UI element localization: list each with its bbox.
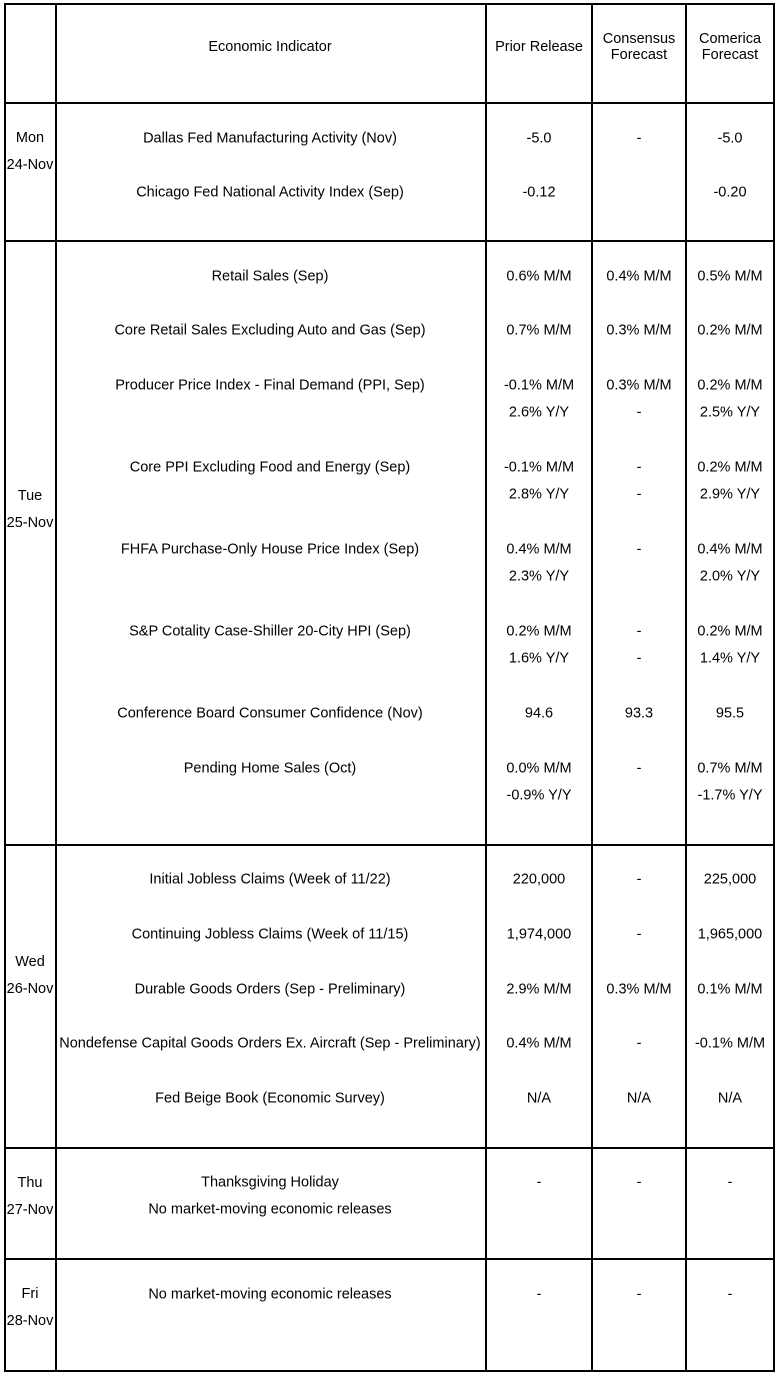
comerica-value: -0.20: [713, 184, 747, 201]
consensus-value: -: [636, 760, 642, 777]
consensus-value: -: [636, 623, 642, 640]
row-divider: [4, 844, 775, 846]
comerica-value: 0.4% M/M: [697, 541, 763, 558]
prior-value: 2.6% Y/Y: [508, 404, 570, 421]
consensus-value: -: [636, 1174, 642, 1191]
date-label: 26-Nov: [6, 981, 54, 997]
row-divider: [4, 1258, 775, 1260]
prior-value: 0.2% M/M: [506, 623, 572, 640]
prior-value: -: [536, 1174, 542, 1191]
date-label: 28-Nov: [6, 1313, 54, 1329]
consensus-value: -: [636, 541, 642, 558]
comerica-value: 0.2% M/M: [697, 377, 763, 394]
comerica-value: 2.0% Y/Y: [699, 568, 761, 585]
comerica-value: 0.5% M/M: [697, 268, 763, 285]
prior-value: -0.12: [522, 184, 556, 201]
comerica-value: 2.9% Y/Y: [699, 486, 761, 503]
comerica-value: 0.2% M/M: [697, 623, 763, 640]
indicator-name: Chicago Fed National Activity Index (Sep): [136, 184, 404, 201]
comerica-value: 0.2% M/M: [697, 459, 763, 476]
comerica-value: 1,965,000: [697, 926, 763, 943]
header-consensus-forecast: Consensus Forecast: [602, 31, 676, 63]
consensus-value: 0.3% M/M: [606, 322, 672, 339]
comerica-value: -: [727, 1286, 733, 1303]
consensus-value: -: [636, 1286, 642, 1303]
comerica-value: 1.4% Y/Y: [699, 650, 761, 667]
row-divider: [4, 240, 775, 242]
consensus-value: -: [636, 650, 642, 667]
economic-calendar-table: [4, 3, 775, 1372]
prior-value: 94.6: [524, 705, 554, 722]
header-prior-release: Prior Release: [495, 39, 583, 55]
prior-value: 0.4% M/M: [506, 541, 572, 558]
column-divider: [591, 3, 593, 1372]
day-label: Wed: [15, 954, 45, 970]
prior-value: -0.9% Y/Y: [506, 787, 572, 804]
consensus-value: -: [636, 871, 642, 888]
prior-value: 0.6% M/M: [506, 268, 572, 285]
day-cell: [7, 1281, 54, 1335]
row-divider: [4, 102, 775, 104]
comerica-value: -5.0: [717, 130, 743, 147]
day-cell: [7, 125, 54, 179]
comerica-value: 225,000: [703, 871, 757, 888]
consensus-value: 93.3: [624, 705, 654, 722]
indicator-name: Producer Price Index - Final Demand (PPI, Sep): [115, 377, 425, 394]
indicator-name: Dallas Fed Manufacturing Activity (Nov): [143, 130, 397, 147]
comerica-value: -: [727, 1174, 733, 1191]
indicator-name: FHFA Purchase-Only House Price Index (Sep): [120, 541, 420, 558]
date-label: 25-Nov: [6, 515, 54, 531]
consensus-value: 0.3% M/M: [606, 377, 672, 394]
prior-value: 220,000: [512, 871, 566, 888]
prior-value: 2.3% Y/Y: [508, 568, 570, 585]
date-label: 24-Nov: [6, 157, 54, 173]
table-border-top: [4, 3, 775, 5]
consensus-value: -: [636, 459, 642, 476]
prior-value: 1,974,000: [506, 926, 572, 943]
day-label: Mon: [15, 130, 45, 146]
prior-value: -: [536, 1286, 542, 1303]
day-label: Fri: [21, 1286, 39, 1302]
day-cell: [7, 483, 54, 537]
consensus-value: -: [636, 404, 642, 421]
header-comerica-forecast: Comerica Forecast: [698, 31, 762, 63]
prior-value: -0.1% M/M: [503, 377, 575, 394]
comerica-value: N/A: [717, 1090, 743, 1107]
day-cell: [7, 949, 54, 1003]
indicator-name: Conference Board Consumer Confidence (Nov): [117, 705, 423, 722]
indicator-name: Durable Goods Orders (Sep - Preliminary): [134, 981, 406, 998]
indicator-name: Nondefense Capital Goods Orders Ex. Aircraft (Sep - Preliminary): [59, 1035, 481, 1052]
indicator-name: Core Retail Sales Excluding Auto and Gas (Sep): [114, 322, 426, 339]
consensus-value: -: [636, 130, 642, 147]
prior-value: -0.1% M/M: [503, 459, 575, 476]
column-divider: [485, 3, 487, 1372]
prior-value: 2.8% Y/Y: [508, 486, 570, 503]
date-label: 27-Nov: [6, 1202, 54, 1218]
day-label: Thu: [17, 1175, 43, 1191]
table-border-left: [4, 3, 6, 1372]
consensus-value: -: [636, 1035, 642, 1052]
indicator-name: No market-moving economic releases: [148, 1286, 392, 1303]
indicator-name: Continuing Jobless Claims (Week of 11/15): [131, 926, 409, 943]
indicator-name: Fed Beige Book (Economic Survey): [155, 1090, 385, 1107]
consensus-value: -: [636, 926, 642, 943]
table-border-bottom: [4, 1370, 775, 1372]
day-cell: [7, 1170, 54, 1224]
consensus-value: N/A: [626, 1090, 652, 1107]
comerica-value: 0.7% M/M: [697, 760, 763, 777]
comerica-value: 0.1% M/M: [697, 981, 763, 998]
day-label: Tue: [17, 488, 43, 504]
indicator-name: Pending Home Sales (Oct): [183, 760, 357, 777]
indicator-name: Thanksgiving Holiday: [201, 1174, 339, 1191]
consensus-value: 0.3% M/M: [606, 981, 672, 998]
prior-value: 1.6% Y/Y: [508, 650, 570, 667]
indicator-name: No market-moving economic releases: [148, 1201, 392, 1218]
prior-value: -5.0: [526, 130, 552, 147]
comerica-value: -0.1% M/M: [694, 1035, 766, 1052]
comerica-value: -1.7% Y/Y: [697, 787, 763, 804]
prior-value: 0.4% M/M: [506, 1035, 572, 1052]
comerica-value: 2.5% Y/Y: [699, 404, 761, 421]
indicator-name: Retail Sales (Sep): [211, 268, 329, 285]
header-economic-indicator: Economic Indicator: [208, 39, 332, 55]
table-border-right: [773, 3, 775, 1372]
column-divider: [685, 3, 687, 1372]
prior-value: 0.7% M/M: [506, 322, 572, 339]
column-divider: [55, 3, 57, 1372]
consensus-value: -: [636, 486, 642, 503]
row-divider: [4, 1147, 775, 1149]
prior-value: 2.9% M/M: [506, 981, 572, 998]
prior-value: N/A: [526, 1090, 552, 1107]
indicator-name: Core PPI Excluding Food and Energy (Sep): [129, 459, 411, 476]
indicator-name: S&P Cotality Case-Shiller 20-City HPI (Sep): [129, 623, 411, 640]
indicator-name: Initial Jobless Claims (Week of 11/22): [149, 871, 391, 888]
prior-value: 0.0% M/M: [506, 760, 572, 777]
consensus-value: 0.4% M/M: [606, 268, 672, 285]
comerica-value: 0.2% M/M: [697, 322, 763, 339]
comerica-value: 95.5: [715, 705, 745, 722]
